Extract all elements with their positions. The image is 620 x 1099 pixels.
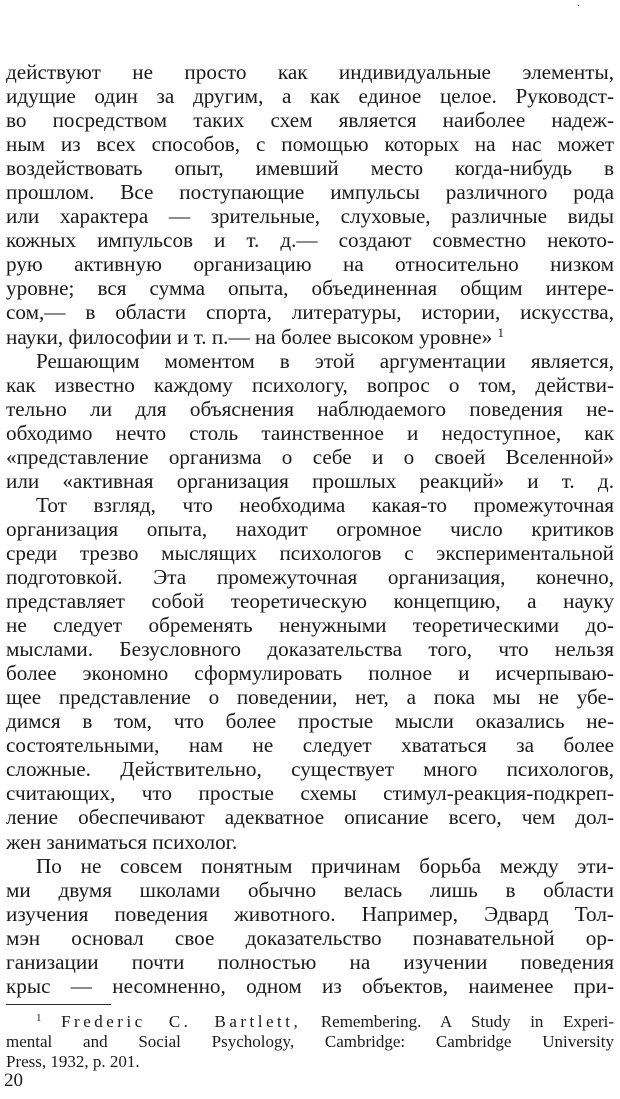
text-line: сложные. Действительно, существует много психологов,: [6, 757, 614, 782]
text-line: Тот взгляд, что необходима какая-то промежуточная: [36, 492, 614, 517]
text-line: обходимо нечто столь таинственное и недоступное, как: [6, 420, 614, 445]
footnote-line: Press, 1932, p. 201.: [6, 1051, 140, 1071]
text-line: щее представление о поведении, нет, а пока мы не убе-: [6, 685, 614, 710]
text-line: как известно каждому психологу, вопрос о том, действи-: [6, 372, 614, 397]
text-line: или характера — зрительные, слуховые, различные виды: [6, 204, 614, 229]
text-line: По не совсем понятным причинам борьба между эти-: [36, 853, 614, 878]
text-line-content: науки, философии и т. п.— на более высоком уровне»: [6, 324, 498, 349]
text-line: воздействовать опыт, имевший место когда-нибудь в: [6, 156, 614, 181]
body-text: [6, 60, 614, 998]
text-line: ми двумя школами обычно велась лишь в области: [6, 877, 614, 902]
text-line: представляет собой теоретическую концепцию, а науку: [6, 589, 614, 614]
text-line: подготовкой. Эта промежуточная организация, конечно,: [6, 564, 614, 589]
text-line: сом,— в области спорта, литературы, истории, искусства,: [6, 300, 614, 325]
text-line: ным из всех способов, с помощью которых на нас может: [6, 132, 614, 157]
footnote-line: [6, 1012, 614, 1032]
text-line: идущие один за другим, а как единое целое. Руководст-: [6, 84, 614, 109]
text-line: считающих, что простые схемы стимул-реакция-подкреп-: [6, 781, 614, 806]
text-line: рую активную организацию на относительно низком: [6, 252, 614, 277]
text-line: ганизации почти полностью на изучении поведения: [6, 949, 614, 974]
footnote-divider: [6, 1004, 111, 1005]
text-line: организация опыта, находит огромное число критиков: [6, 516, 614, 541]
text-line: жен заниматься психолог.: [6, 829, 238, 854]
footnote-author: Frederic C. Bartlett,: [61, 1012, 302, 1031]
text-line: уровне; вся сумма опыта, объединенная общим интере-: [6, 276, 614, 301]
text-line: среди трезво мыслящих психологов с экспериментальной: [6, 540, 614, 565]
text-line: крыс — несомненно, одном из объектов, наименее при-: [6, 973, 614, 998]
text-line: прошлом. Все поступающие импульсы различного рода: [6, 180, 614, 205]
text-line: тельно ли для объяснения наблюдаемого поведения не-: [6, 396, 614, 421]
text-line: мыслами. Безусловного доказательства того, что нельзя: [6, 637, 614, 662]
footnote-title: Remembering. A Study in Experi-: [301, 1012, 614, 1031]
text-line: димся в том, что более простые мысли оказались не-: [6, 709, 614, 734]
text-line: мэн основал свое доказательство познавательной ор-: [6, 925, 614, 950]
corner-mark: ·: [576, 1, 580, 12]
page-number: 20: [4, 1070, 23, 1091]
footnote-reference: 1: [497, 324, 505, 340]
text-line: «представление организма о себе и о своей Вселенной»: [6, 444, 614, 469]
text-line: Решающим моментом в этой аргументации является,: [36, 348, 614, 373]
text-line: изучения поведения животного. Например, Эдвард Тол-: [6, 901, 614, 926]
text-line: во посредством таких схем является наиболее надеж-: [6, 108, 614, 133]
text-line: не следует обременять ненужными теоретическими до-: [6, 613, 614, 638]
footnote: [6, 1012, 614, 1071]
text-line: действуют не просто как индивидуальные элементы,: [6, 60, 614, 84]
text-line: ление обеспечивают адекватное описание всего, чем дол-: [6, 805, 614, 830]
text-line: более экономно сформулировать полное и исчерпываю-: [6, 661, 614, 686]
text-line: кожных импульсов и т. д.— создают совместно некото-: [6, 228, 614, 253]
text-line: состоятельными, нам не следует хвататься за более: [6, 733, 614, 758]
footnote-line: mental and Social Psychology, Cambridge: Cambridge University: [6, 1031, 614, 1051]
text-line: или «активная организация прошлых реакций» и т. д.: [6, 468, 614, 493]
text-line-with-footnote: [6, 325, 614, 349]
footnote-number: 1: [36, 1012, 42, 1024]
